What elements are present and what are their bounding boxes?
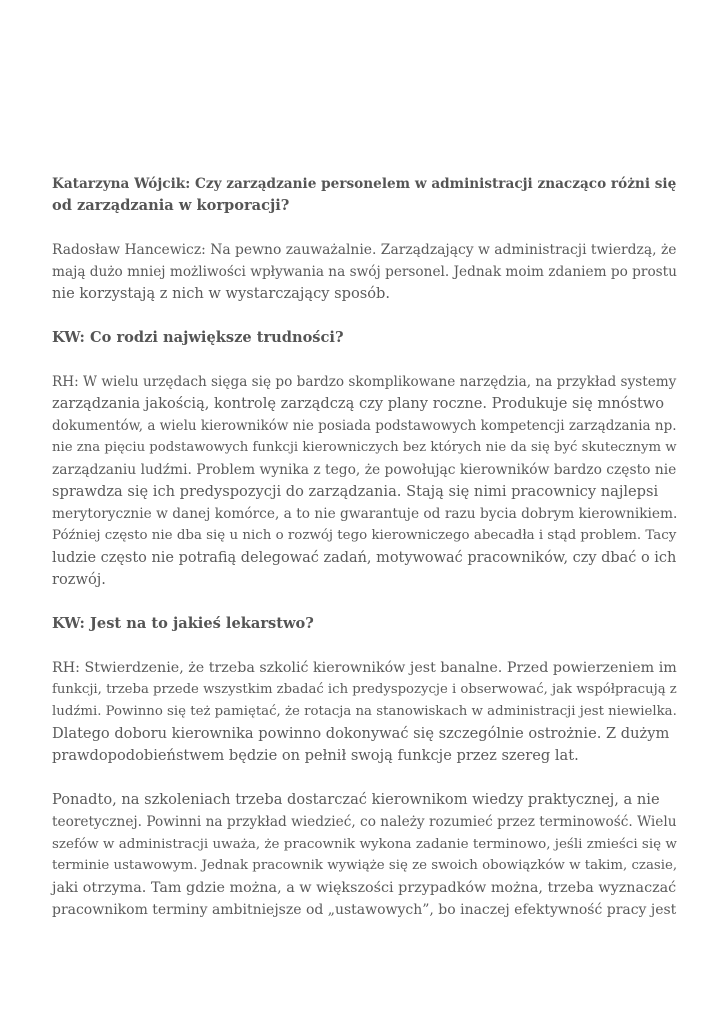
text-line: Dlatego doboru kierownika powinno dokonywać się szczególnie ostrożnie. Z dużym	[52, 725, 670, 742]
text-line: nie zna pięciu podstawowych funkcji kierowniczych bez których nie da się być skutecznym w	[52, 440, 677, 455]
question-heading	[52, 613, 677, 635]
document-body	[52, 173, 677, 943]
text-line: rozwój.	[52, 571, 106, 588]
answer-paragraph	[52, 239, 677, 305]
text-line: Ponadto, na szkoleniach trzeba dostarczać kierownikom wiedzy praktycznej, a nie	[52, 791, 660, 808]
text-line: prawdopodobieństwem będzie on pełnił swoją funkcje przez szereg lat.	[52, 747, 579, 764]
text-line: od zarządzania w korporacji?	[52, 197, 290, 214]
text-line: RH: W wielu urzędach sięga się po bardzo skomplikowane narzędzia, na przykład systemy	[52, 374, 677, 390]
text-line: szefów w administracji uważa, że pracownik wykona zadanie terminowo, jeśli zmieści się w	[52, 836, 677, 852]
text-line: Później często nie dba się u nich o rozwój tego kierowniczego abecadła i stąd problem. Tacy	[52, 528, 677, 543]
text-line: teoretycznej. Powinni na przykład wiedzieć, co należy rozumieć przez terminowość. Wielu	[52, 814, 677, 830]
question-heading	[52, 327, 677, 349]
text-line: jaki otrzyma. Tam gdzie można, a w większości przypadków można, trzeba wyznaczać	[52, 880, 677, 896]
text-line: terminie ustawowym. Jednak pracownik wywiąże się ze swoich obowiązków w takim, czasie,	[52, 858, 678, 873]
text-line: pracownikom terminy ambitniejsze od „ustawowych”, bo inaczej efektywność pracy jest	[52, 902, 677, 918]
text-line: KW: Co rodzi największe trudności?	[52, 329, 344, 346]
text-line: KW: Jest na to jakieś lekarstwo?	[52, 615, 314, 632]
text-line: Radosław Hancewicz: Na pewno zauważalnie. Zarządzający w administracji twierdzą, że	[52, 242, 677, 258]
text-line: dokumentów, a wielu kierowników nie posiada podstawowych kompetencji zarządzania np.	[52, 418, 677, 434]
text-line: mają dużo mniej możliwości wpływania na swój personel. Jednak moim zdaniem po prostu	[52, 264, 677, 280]
question-heading	[52, 173, 677, 217]
text-line: Katarzyna Wójcik: Czy zarządzanie personelem w administracji znacząco różni się	[52, 176, 677, 192]
text-line: merytorycznie w danej komórce, a to nie gwarantuje od razu bycia dobrym kierownikiem.	[52, 506, 678, 522]
text-line: ludzie często nie potrafią delegować zadań, motywować pracowników, czy dbać o ich	[52, 550, 677, 566]
text-line: zarządzania jakością, kontrolę zarządczą czy plany roczne. Produkuje się mnóstwo	[52, 395, 665, 412]
text-line: RH: Stwierdzenie, że trzeba szkolić kierowników jest banalne. Przed powierzeniem im	[52, 660, 677, 676]
text-line: sprawdza się ich predyspozycji do zarządzania. Stają się nimi pracownicy najlepsi	[52, 483, 659, 500]
answer-paragraph	[52, 371, 677, 591]
answer-paragraph	[52, 789, 677, 921]
answer-paragraph	[52, 657, 677, 767]
text-line: funkcji, trzeba przede wszystkim zbadać ich predyspozycje i obserwować, jak współpracują z	[52, 682, 677, 697]
text-line: nie korzystają z nich w wystarczający sposób.	[52, 285, 391, 302]
text-line: zarządzaniu ludźmi. Problem wynika z tego, że powołując kierowników bardzo często nie	[52, 462, 677, 478]
text-line: ludźmi. Powinno się też pamiętać, że rotacja na stanowiskach w administracji jest niewielka.	[52, 704, 677, 719]
